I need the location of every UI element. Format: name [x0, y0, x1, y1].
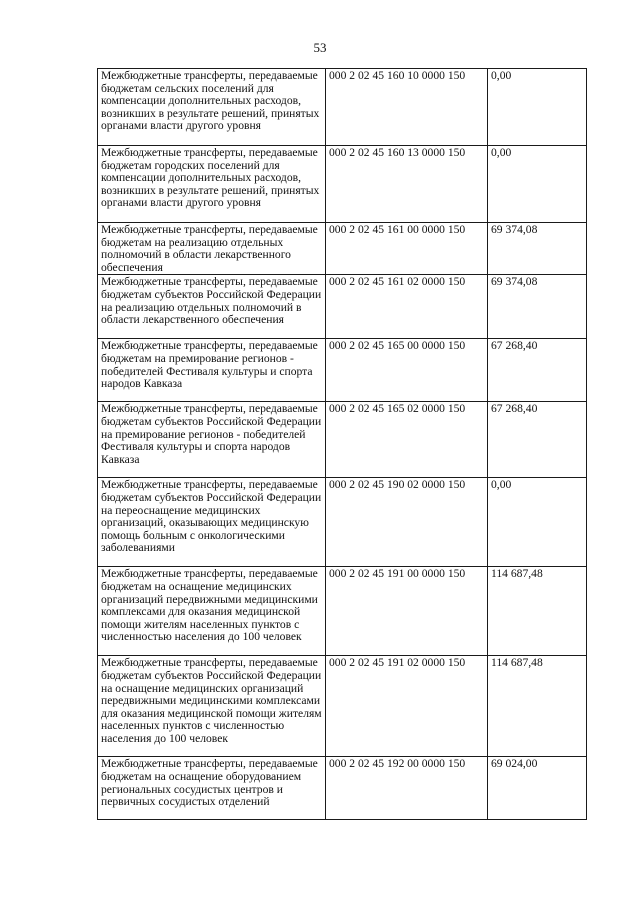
- row-amount-cell: 114 687,48: [488, 656, 587, 757]
- row-amount-cell: 0,00: [488, 69, 587, 146]
- page-number: 53: [313, 40, 327, 55]
- row-name-cell: Межбюджетные трансферты, передаваемые бюджетам на реализацию отдельных полномочий в области лекарственного обеспечения: [98, 223, 326, 275]
- row-code-cell: 000 2 02 45 165 00 0000 150: [326, 339, 488, 402]
- row-name-cell: Межбюджетные трансферты, передаваемые бюджетам на оснащение оборудованием региональных сосудистых центров и первичных сосудистых отделений: [98, 757, 326, 820]
- table-row: [98, 402, 587, 478]
- row-name-cell: Межбюджетные трансферты, передаваемые бюджетам субъектов Российской Федерации на переоснащение медицинских организаций, оказывающих медицинскую помощь больным с онкологическими заболеваниями: [98, 478, 326, 567]
- row-name-cell: Межбюджетные трансферты, передаваемые бюджетам на оснащение медицинских организаций передвижными медицинскими комплексами для оказания медицинской помощи жителям населенных пунктов с численностью населения до 100 человек: [98, 567, 326, 656]
- row-name-cell: Межбюджетные трансферты, передаваемые бюджетам субъектов Российской Федерации на реализацию отдельных полномочий в области лекарственного обеспечения: [98, 275, 326, 339]
- table-row: [98, 656, 587, 757]
- row-name-cell: Межбюджетные трансферты, передаваемые бюджетам городских поселений для компенсации дополнительных расходов, возникших в результате решений, принятых органами власти другого уровня: [98, 146, 326, 223]
- row-amount-cell: 67 268,40: [488, 402, 587, 478]
- row-code-cell: 000 2 02 45 161 02 0000 150: [326, 275, 488, 339]
- table-row: [98, 567, 587, 656]
- row-amount-cell: 69 374,08: [488, 275, 587, 339]
- row-code-cell: 000 2 02 45 160 13 0000 150: [326, 146, 488, 223]
- table-row: [98, 339, 587, 402]
- table-row: [98, 146, 587, 223]
- row-name-cell: Межбюджетные трансферты, передаваемые бюджетам сельских поселений для компенсации дополнительных расходов, возникших в результате решений, принятых органами власти другого уровня: [98, 69, 326, 146]
- row-name-cell: Межбюджетные трансферты, передаваемые бюджетам субъектов Российской Федерации на оснащение медицинских организаций передвижными медицинскими комплексами для оказания медицинской помощи жителям населенных пунктов с численностью населения до 100 человек: [98, 656, 326, 757]
- row-amount-cell: 114 687,48: [488, 567, 587, 656]
- row-amount-cell: 0,00: [488, 478, 587, 567]
- row-amount-cell: 69 024,00: [488, 757, 587, 820]
- table-row: [98, 223, 587, 275]
- row-amount-cell: 67 268,40: [488, 339, 587, 402]
- table-row: [98, 757, 587, 820]
- row-name-cell: Межбюджетные трансферты, передаваемые бюджетам субъектов Российской Федерации на премирование регионов - победителей Фестиваля культуры и спорта народов Кавказа: [98, 402, 326, 478]
- row-code-cell: 000 2 02 45 165 02 0000 150: [326, 402, 488, 478]
- table-row: [98, 69, 587, 146]
- row-amount-cell: 0,00: [488, 146, 587, 223]
- row-code-cell: 000 2 02 45 160 10 0000 150: [326, 69, 488, 146]
- row-name-cell: Межбюджетные трансферты, передаваемые бюджетам на премирование регионов - победителей Фестиваля культуры и спорта народов Кавказа: [98, 339, 326, 402]
- budget-table: [97, 68, 587, 820]
- row-code-cell: 000 2 02 45 191 00 0000 150: [326, 567, 488, 656]
- table-row: [98, 275, 587, 339]
- row-amount-cell: 69 374,08: [488, 223, 587, 275]
- row-code-cell: 000 2 02 45 192 00 0000 150: [326, 757, 488, 820]
- row-code-cell: 000 2 02 45 190 02 0000 150: [326, 478, 488, 567]
- row-code-cell: 000 2 02 45 191 02 0000 150: [326, 656, 488, 757]
- table-row: [98, 478, 587, 567]
- row-code-cell: 000 2 02 45 161 00 0000 150: [326, 223, 488, 275]
